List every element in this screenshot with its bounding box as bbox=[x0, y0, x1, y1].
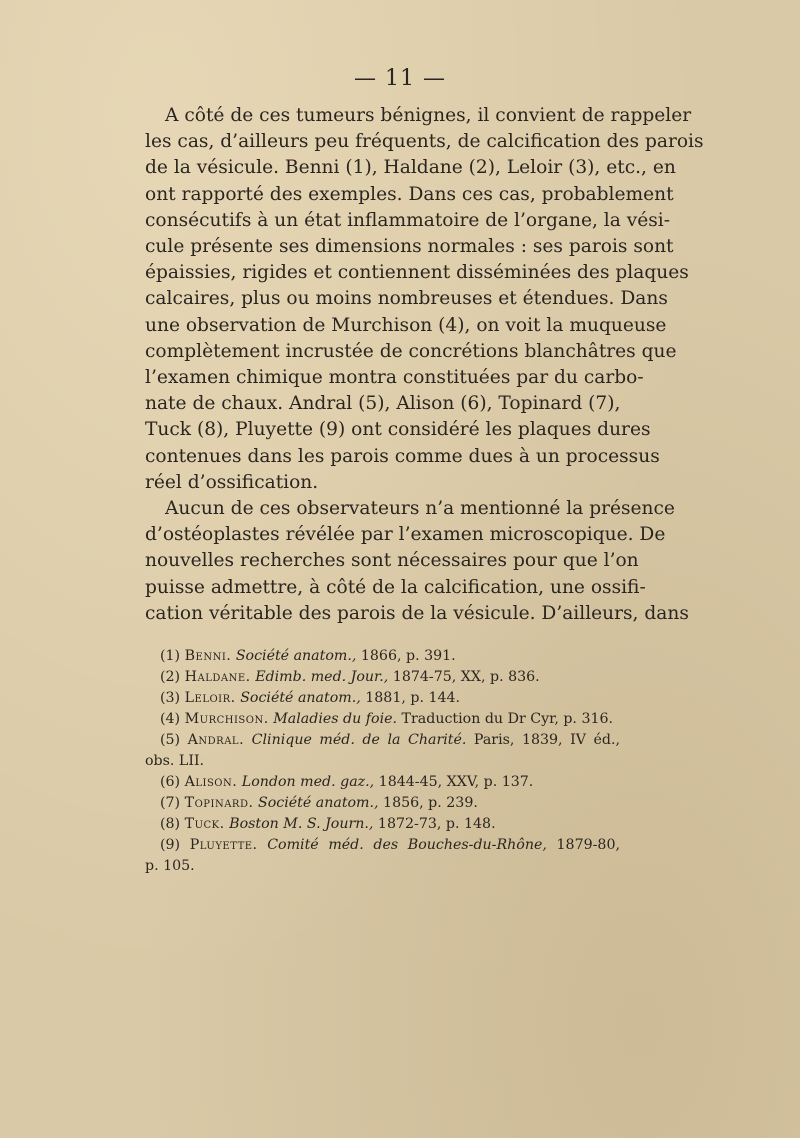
footnote-number: (9) bbox=[160, 837, 181, 853]
body-line: complètement incrustée de concrétions blanchâtres que bbox=[145, 340, 677, 362]
footnote-title: Société anatom., bbox=[258, 795, 379, 811]
footnote-number: (5) bbox=[160, 732, 181, 748]
footnote-detail: 1872-73, p. 148. bbox=[373, 816, 496, 832]
footnote-author: Pluyette. bbox=[189, 837, 258, 853]
footnote bbox=[145, 688, 620, 709]
footnote-number: (8) bbox=[160, 816, 181, 832]
footnote-number: (1) bbox=[160, 648, 181, 664]
footnote bbox=[145, 814, 620, 835]
body-line: puisse admettre, à côté de la calcification, une ossifi- bbox=[145, 576, 646, 598]
footnote-title: Boston M. S. Journ., bbox=[229, 816, 374, 832]
body-line: nate de chaux. Andral (5), Alison (6), Topinard (7), bbox=[145, 393, 621, 415]
footnotes bbox=[145, 646, 620, 877]
footnote-title: Société anatom., bbox=[240, 690, 361, 706]
footnote-title: Comité méd. des Bouches-du-Rhône, bbox=[267, 837, 547, 853]
footnote-continuation: obs. LII. bbox=[145, 753, 205, 769]
footnote-title: Clinique méd. de la Charité. bbox=[251, 732, 467, 748]
body-line: cation véritable des parois de la vésicule. D’ailleurs, dans bbox=[145, 602, 689, 624]
body-line: les cas, d’ailleurs peu fréquents, de calcification des parois bbox=[145, 131, 704, 153]
footnote-detail: Traduction du Dr Cyr, p. 316. bbox=[397, 711, 614, 727]
body-line: réel d’ossification. bbox=[145, 471, 319, 493]
body-line: contenues dans les parois comme dues à un processus bbox=[145, 445, 660, 467]
footnote-number: (2) bbox=[160, 669, 181, 685]
body-line: l’examen chimique montra constituées par du carbo- bbox=[145, 367, 644, 389]
body-line: Tuck (8), Pluyette (9) ont considéré les plaques dures bbox=[145, 419, 651, 441]
footnote-continuation: p. 105. bbox=[145, 858, 195, 874]
footnote-detail: Paris, 1839, IV éd., bbox=[466, 732, 621, 748]
footnote-detail: 1879-80, bbox=[546, 837, 620, 853]
footnote bbox=[145, 667, 620, 688]
footnote-title: Maladies du foie. bbox=[273, 711, 398, 727]
footnote-author: Benni. bbox=[184, 648, 232, 664]
footnote-detail: 1866, p. 391. bbox=[356, 648, 456, 664]
footnote-author: Topinard. bbox=[184, 795, 254, 811]
footnote-detail: 1844-45, XXV, p. 137. bbox=[374, 774, 534, 790]
body-line: ont rapporté des exemples. Dans ces cas, probablement bbox=[145, 183, 674, 205]
footnote bbox=[145, 709, 620, 730]
body-line: A côté de ces tumeurs bénignes, il convient de rappeler bbox=[165, 105, 692, 126]
body-line: cule présente ses dimensions normales : ses parois sont bbox=[145, 236, 674, 258]
footnote-author: Alison. bbox=[184, 774, 238, 790]
footnote bbox=[145, 835, 620, 856]
footnote-author: Leloir. bbox=[184, 690, 236, 706]
body-line: épaissies, rigides et contiennent disséminées des plaques bbox=[145, 262, 689, 284]
body-line: une observation de Murchison (4), on voit la muqueuse bbox=[145, 314, 667, 336]
footnote-number: (3) bbox=[160, 690, 181, 706]
footnote-detail: 1874-75, XX, p. 836. bbox=[388, 669, 540, 685]
footnote-title: London med. gaz., bbox=[241, 774, 375, 790]
body-line: consécutifs à un état inflammatoire de l’organe, la vési- bbox=[145, 209, 671, 231]
footnote bbox=[145, 730, 620, 751]
page-number: — 11 — bbox=[354, 66, 446, 91]
footnote-author: Murchison. bbox=[184, 711, 269, 727]
body-line: de la vésicule. Benni (1), Haldane (2), Leloir (3), etc., en bbox=[145, 157, 676, 179]
footnote-author: Tuck. bbox=[184, 816, 225, 832]
footnote-title: Société anatom., bbox=[235, 648, 357, 664]
footnote-author: Andral. bbox=[187, 732, 245, 748]
body-line: d’ostéoplastes révélée par l’examen microscopique. De bbox=[145, 524, 666, 546]
footnote bbox=[145, 793, 620, 814]
footnote-title: Edimb. med. Jour., bbox=[255, 669, 389, 685]
body-text bbox=[145, 103, 704, 627]
footnote-number: (7) bbox=[160, 795, 181, 811]
footnote-number: (6) bbox=[160, 774, 181, 790]
body-line: calcaires, plus ou moins nombreuses et étendues. Dans bbox=[145, 288, 668, 310]
footnote-author: Haldane. bbox=[184, 669, 251, 685]
footnote bbox=[145, 772, 620, 793]
body-line: nouvelles recherches sont nécessaires pour que l’on bbox=[145, 550, 639, 572]
footnote-number: (4) bbox=[160, 711, 181, 727]
footnote-detail: 1856, p. 239. bbox=[378, 795, 478, 811]
footnote-detail: 1881, p. 144. bbox=[360, 690, 461, 706]
body-line: Aucun de ces observateurs n’a mentionné la présence bbox=[165, 498, 675, 520]
footnote bbox=[145, 646, 620, 667]
